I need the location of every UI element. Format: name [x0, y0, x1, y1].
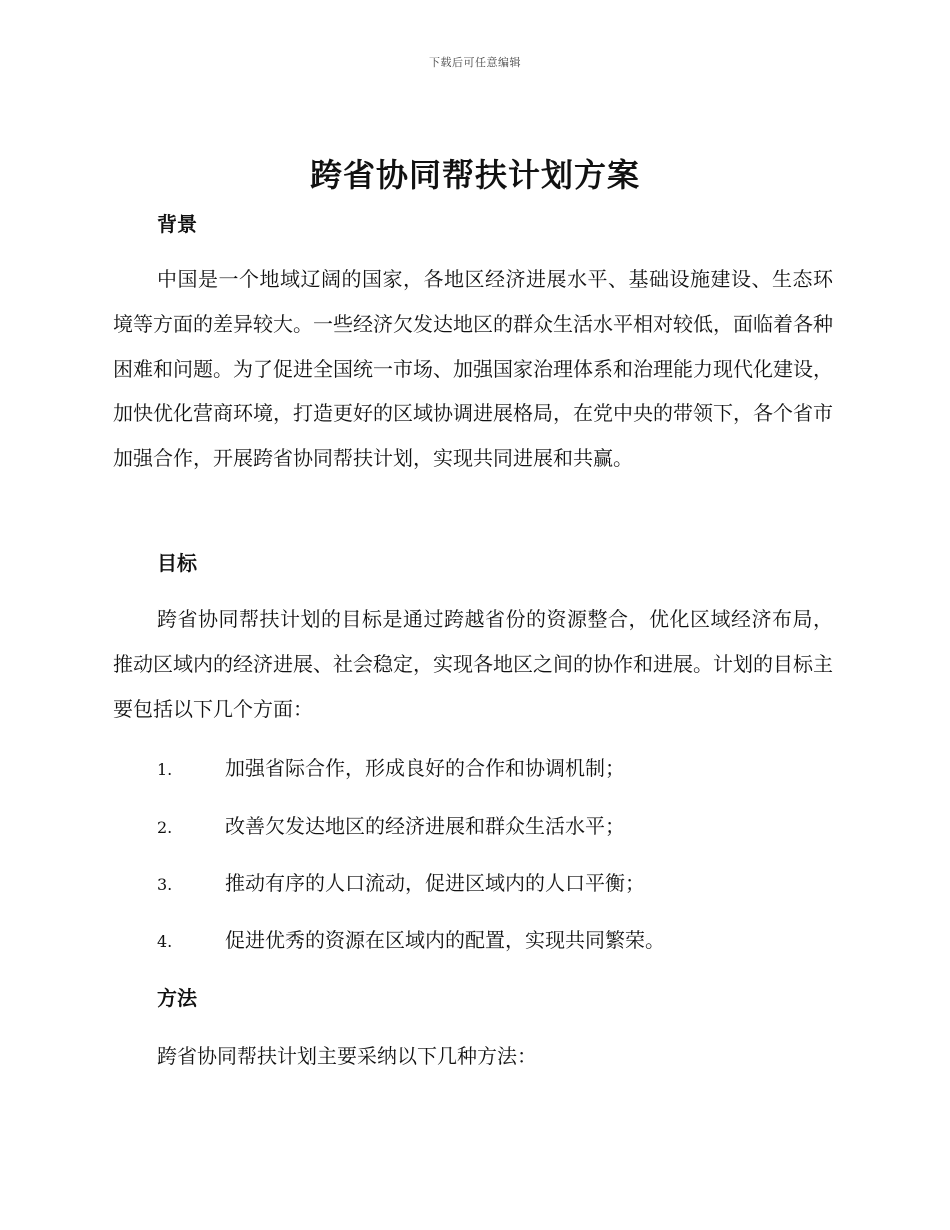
- list-text: 促进优秀的资源在区域内的配置，实现共同繁荣。: [225, 928, 665, 952]
- goal-list-item: [157, 752, 625, 781]
- list-text: 推动有序的人口流动，促进区域内的人口平衡；: [225, 871, 645, 895]
- section-heading-methods: 方法: [157, 986, 197, 1010]
- list-number: 2.: [157, 818, 173, 837]
- methods-intro: 跨省协同帮扶计划主要采纳以下几种方法：: [157, 1044, 537, 1068]
- goals-paragraph: 跨省协同帮扶计划的目标是通过跨越省份的资源整合，优化区域经济布局，推动区域内的经济进展、社会稳定，实现各地区之间的协作和进展。计划的目标主要包括以下几个方面：: [113, 607, 833, 721]
- document-title: 跨省协同帮扶计划方案: [309, 156, 640, 194]
- goal-list-item: [157, 867, 645, 896]
- header-note: 下载后可任意编辑: [429, 56, 521, 69]
- section-heading-goals: 目标: [157, 551, 197, 575]
- goal-list-item: [157, 810, 625, 839]
- list-text: 改善欠发达地区的经济进展和群众生活水平；: [225, 814, 625, 838]
- list-number: 3.: [157, 875, 173, 894]
- section-heading-background: 背景: [157, 212, 197, 236]
- goal-list-item: [157, 924, 665, 953]
- background-paragraph: 中国是一个地域辽阔的国家，各地区经济进展水平、基础设施建设、生态环境等方面的差异较大。一些经济欠发达地区的群众生活水平相对较低，面临着各种困难和问题。为了促进全国统一市场、加强国家治理体系和治理能力现代化建设，加快优化营商环境，打造更好的区域协调进展格局，在党中央的带领下，各个省市加强合作，开展跨省协同帮扶计划，实现共同进展和共赢。: [113, 267, 833, 471]
- list-number: 4.: [157, 932, 173, 951]
- list-text: 加强省际合作，形成良好的合作和协调机制；: [225, 756, 625, 780]
- list-number: 1.: [157, 760, 173, 779]
